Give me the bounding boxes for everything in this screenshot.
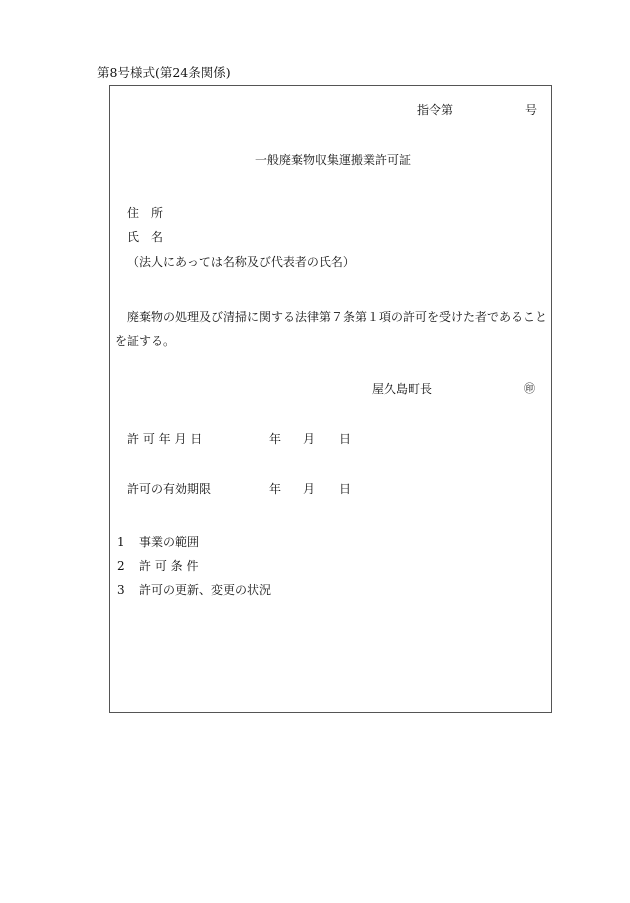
item-text: 許可の更新、変更の状況 [139, 583, 272, 597]
reference-prefix: 指令第 [417, 103, 454, 117]
seal-mark: ㊞ [524, 382, 535, 395]
item-text: 許 可 条 件 [139, 559, 199, 573]
validity-day: 日 [339, 482, 352, 496]
permit-date-day: 日 [339, 432, 352, 446]
issuer-name: 屋久島町長 [372, 382, 433, 396]
address-label: 住 所 [127, 206, 164, 220]
item-number: 1 [117, 535, 125, 549]
certificate-title: 一般廃棄物収集運搬業許可証 [255, 153, 412, 167]
name-label: 氏 名 [127, 230, 164, 244]
permit-date-label: 許 可 年 月 日 [127, 432, 203, 446]
certificate-frame [109, 85, 552, 713]
item-text: 事業の範囲 [139, 535, 200, 549]
item-number: 2 [117, 559, 125, 573]
validity-label: 許可の有効期限 [127, 482, 212, 496]
certification-statement: 廃棄物の処理及び清掃に関する法律第７条第１項の許可を受けた者であることを証する。 [115, 310, 548, 348]
form-number-label: 第8号様式(第24条関係) [97, 65, 231, 80]
validity-year: 年 [269, 482, 282, 496]
validity-month: 月 [303, 482, 316, 496]
permit-date-year: 年 [269, 432, 282, 446]
corporation-note: （法人にあっては名称及び代表者の氏名） [127, 255, 355, 269]
item-number: 3 [117, 583, 125, 597]
permit-date-month: 月 [303, 432, 316, 446]
reference-suffix: 号 [525, 103, 538, 117]
